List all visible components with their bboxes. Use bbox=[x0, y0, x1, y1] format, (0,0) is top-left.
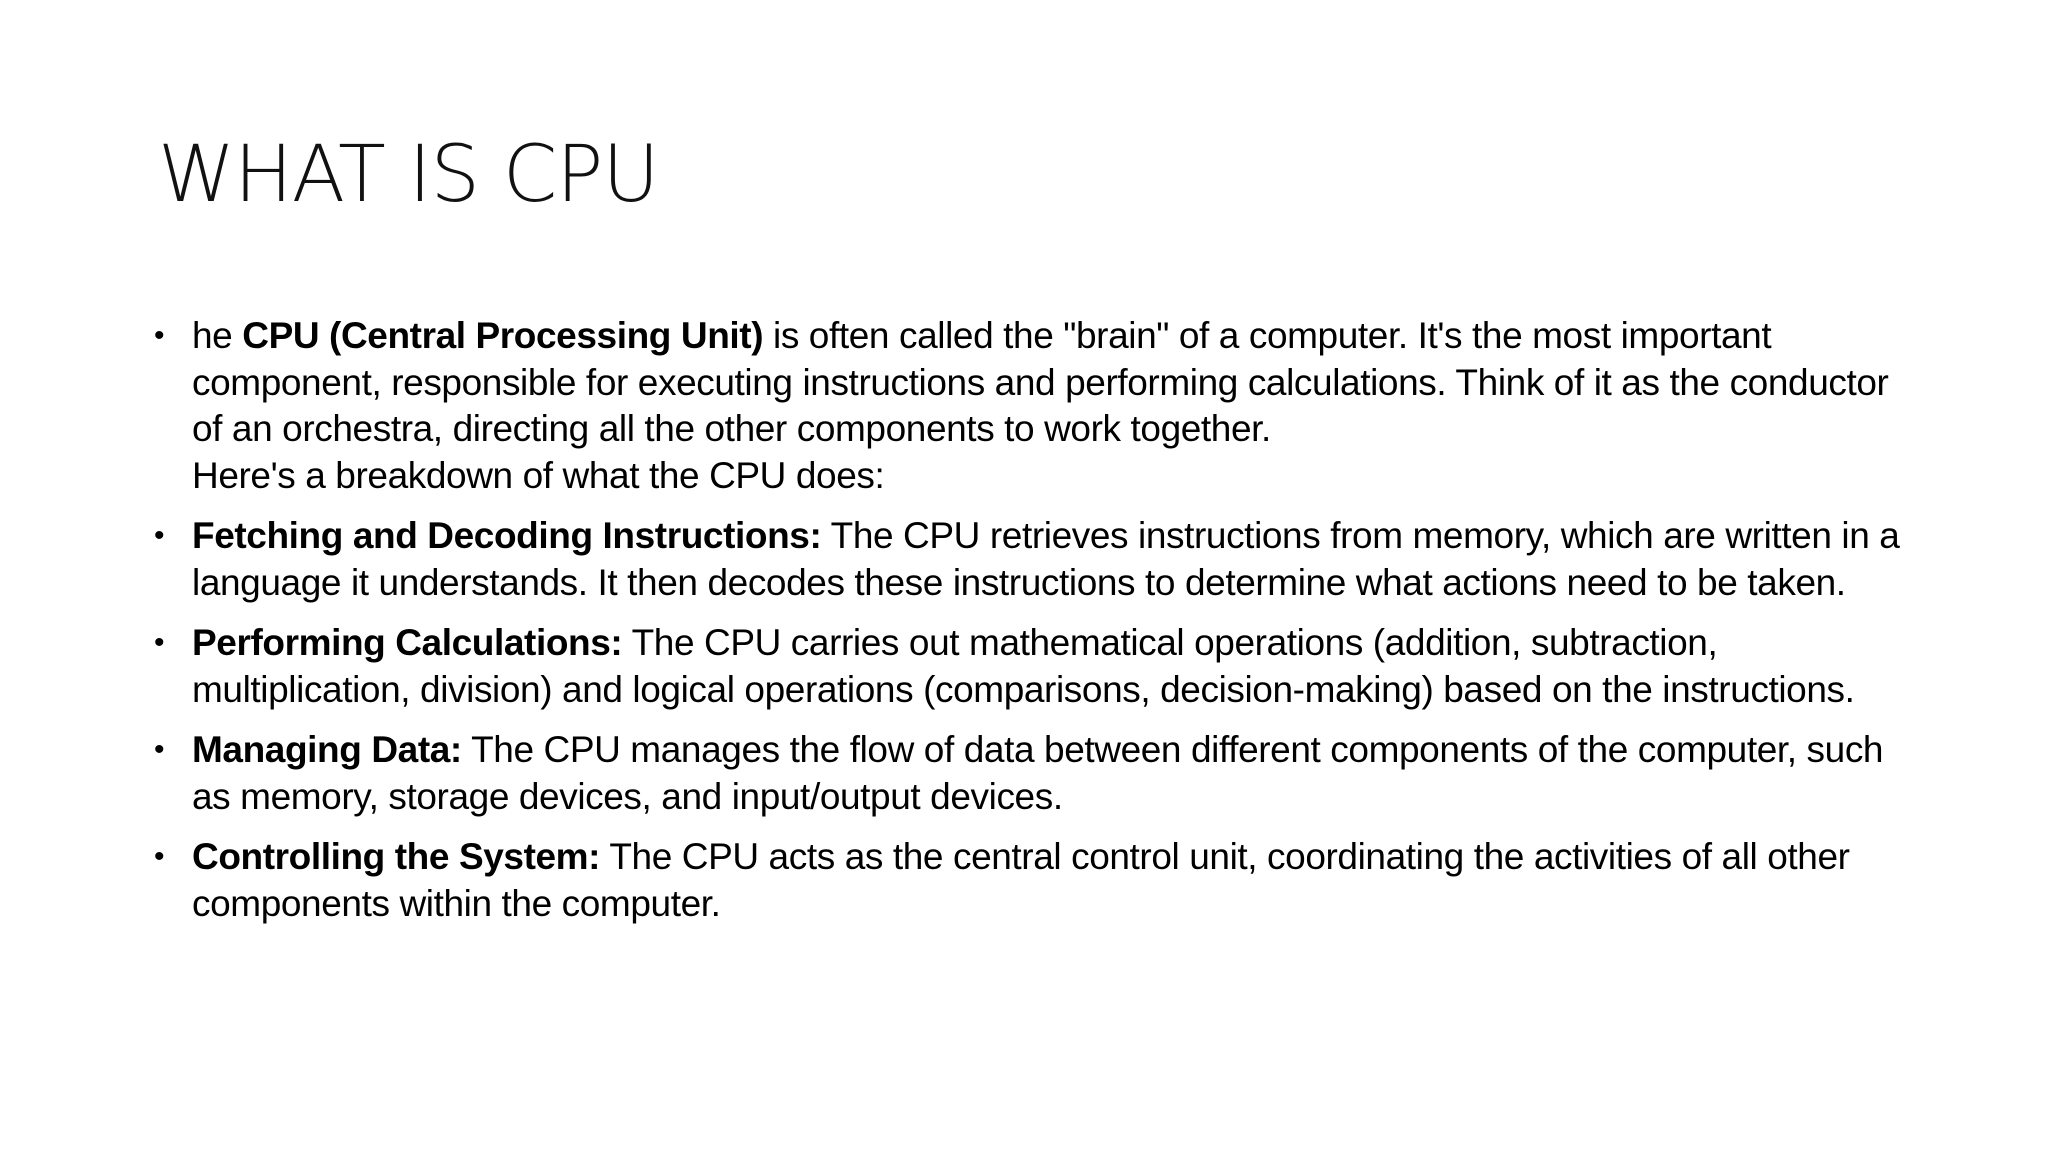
bullet-lead: Performing Calculations: bbox=[192, 622, 623, 663]
bullet-text: The CPU acts as the central control unit, coordinating the activities of all other components within the computer. bbox=[192, 836, 1850, 924]
bullet-text: The CPU retrieves instructions from memory, which are written in a language it understands. It then decodes these instructions to determine what actions need to be taken. bbox=[192, 515, 1900, 603]
bullet-item-managing-data bbox=[150, 727, 1910, 820]
slide-title: WHAT IS CPU bbox=[158, 130, 659, 220]
bullet-dot-icon: • bbox=[154, 519, 165, 552]
bullet-extra-line: Here's a breakdown of what the CPU does: bbox=[192, 454, 885, 496]
bullet-text: The CPU manages the flow of data between different components of the computer, such as memory, storage devices, and input/output devices. bbox=[192, 729, 1884, 817]
bullet-list bbox=[150, 313, 1910, 941]
bullet-item-controlling bbox=[150, 834, 1910, 927]
bullet-lead: CPU (Central Processing Unit) bbox=[242, 315, 764, 356]
bullet-lead: Controlling the System: bbox=[192, 836, 601, 877]
bullet-item-calculations bbox=[150, 620, 1910, 713]
bullet-text: The CPU carries out mathematical operations (addition, subtraction, multiplication, division) and logical operations (comparisons, decision-making) based on the instructions. bbox=[192, 622, 1855, 710]
bullet-dot-icon: • bbox=[154, 840, 165, 873]
bullet-dot-icon: • bbox=[154, 626, 165, 659]
bullet-prefix: he bbox=[192, 315, 243, 356]
bullet-dot-icon: • bbox=[154, 319, 165, 352]
bullet-lead: Managing Data: bbox=[192, 729, 462, 770]
bullet-text: is often called the "brain" of a computer. It's the most important component, responsible for executing instructions and performing calculations. Think of it as the conductor of an orchestra, directing all the other components to work together. bbox=[192, 315, 1889, 449]
bullet-item-cpu-intro bbox=[150, 313, 1910, 499]
bullet-dot-icon: • bbox=[154, 733, 165, 766]
bullet-item-fetching bbox=[150, 513, 1910, 606]
bullet-lead: Fetching and Decoding Instructions: bbox=[192, 515, 822, 556]
